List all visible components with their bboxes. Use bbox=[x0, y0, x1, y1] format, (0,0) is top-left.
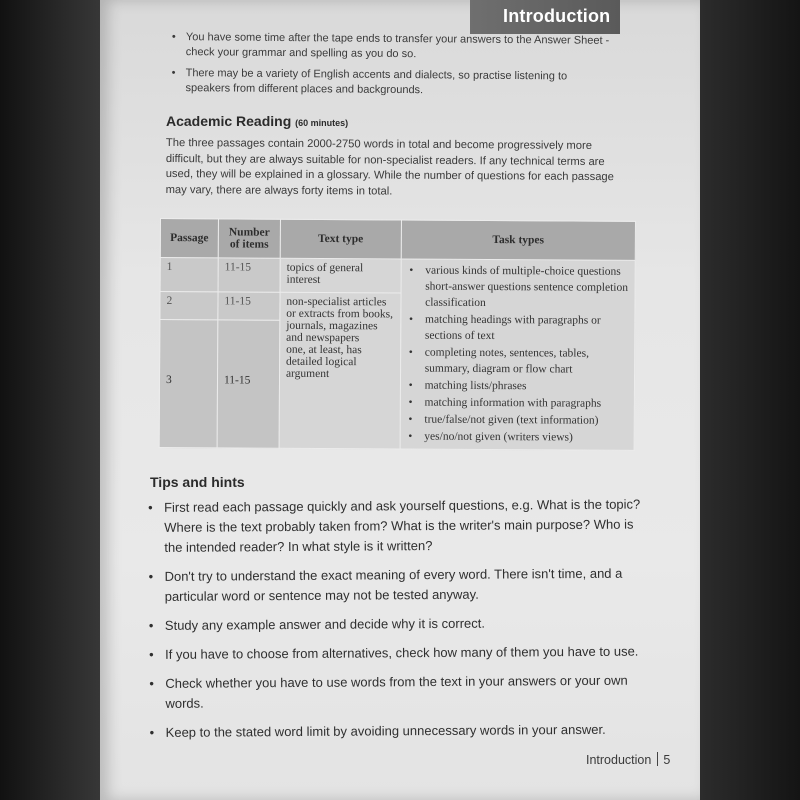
items-cell: 11-15 bbox=[218, 258, 280, 292]
header-number-of-items bbox=[218, 219, 280, 258]
task-type-text: matching information with paragraphs bbox=[424, 396, 602, 410]
section-heading bbox=[166, 113, 348, 129]
bullet-icon: • bbox=[408, 413, 413, 426]
passage-cell: 3 bbox=[159, 320, 218, 448]
header-task-types: Task types bbox=[401, 220, 636, 260]
list-item bbox=[149, 671, 649, 714]
text-type-3: one, at least, has detailed logical argument bbox=[285, 343, 362, 381]
tip-text: Keep to the stated word limit by avoiding unnecessary words in your answer. bbox=[165, 721, 606, 740]
bullet-icon: • bbox=[148, 617, 154, 633]
list-item bbox=[407, 378, 628, 395]
tip-text: If you have to choose from alternatives, check how many of them you have to use. bbox=[165, 643, 639, 662]
bullet-icon: • bbox=[149, 646, 154, 662]
page-number: 5 bbox=[663, 753, 671, 767]
task-type-text: completing notes, sentences, tables, summary, diagram or flow chart bbox=[424, 346, 590, 376]
passage-cell: 1 bbox=[160, 258, 218, 292]
list-item bbox=[169, 66, 609, 100]
section-title: Academic Reading bbox=[166, 113, 292, 129]
bullet-icon: • bbox=[408, 396, 413, 409]
bullet-text: You have some time after the tape ends to transfer your answers to the Answer Sheet - check your grammar and spelling as you do so. bbox=[185, 31, 610, 61]
items-cell: 11-15 bbox=[217, 320, 280, 448]
bullet-icon: • bbox=[408, 313, 414, 326]
text-type-cell: topics of general interest bbox=[280, 258, 401, 293]
task-type-text: true/false/not given (text information) bbox=[424, 413, 599, 427]
task-type-text: matching lists/phrases bbox=[424, 379, 527, 393]
reading-task-table bbox=[159, 218, 636, 451]
book-left-edge bbox=[0, 0, 108, 800]
book-right-edge bbox=[700, 0, 800, 800]
tip-text: Check whether you have to use words from the text in your answers or your own words. bbox=[165, 672, 628, 711]
tips-heading: Tips and hints bbox=[150, 474, 245, 490]
task-type-list bbox=[406, 263, 628, 446]
tip-text: First read each passage quickly and ask yourself questions, e.g. What is the topic? Where is the text probably taken from? What is the writer's main purpose? Who is the intended reader? In what style is it written? bbox=[164, 496, 641, 555]
task-type-text: yes/no/not given (writers views) bbox=[424, 430, 573, 444]
tip-text: Study any example answer and decide why it is correct. bbox=[164, 615, 486, 633]
page-footer bbox=[586, 752, 670, 767]
page-header-title: Introduction bbox=[503, 6, 611, 26]
list-item bbox=[148, 495, 648, 558]
bullet-icon: • bbox=[171, 31, 176, 44]
bullet-icon: • bbox=[408, 430, 413, 443]
list-item bbox=[150, 720, 650, 743]
list-item bbox=[170, 30, 610, 64]
task-type-text: matching headings with paragraphs or sections of text bbox=[424, 313, 601, 343]
bullet-icon: • bbox=[171, 67, 176, 80]
list-item bbox=[406, 429, 627, 446]
bullet-icon: • bbox=[408, 379, 413, 392]
header-text-type: Text type bbox=[280, 219, 401, 259]
section-intro-paragraph: The three passages contain 2000-2750 words in total and become progressively more difficult, but they are always suitable for non-specialist readers. If any technical terms are used, they will be explained in a glossary. While the number of questions for each passage may vary, there are always forty items in total. bbox=[165, 136, 614, 198]
task-types-cell bbox=[400, 259, 636, 450]
bullet-icon: • bbox=[148, 568, 154, 584]
list-item bbox=[406, 412, 627, 429]
list-item bbox=[406, 395, 627, 412]
bullet-icon: • bbox=[148, 499, 153, 515]
list-item bbox=[407, 263, 629, 312]
header-number-line2: of items bbox=[229, 238, 269, 251]
bullet-icon: • bbox=[409, 264, 414, 277]
items-cell: 11-15 bbox=[218, 292, 280, 320]
header-passage: Passage bbox=[160, 219, 218, 258]
bullet-text: There may be a variety of English accents and dialects, so practise listening to speakers from different places and backgrounds. bbox=[185, 67, 568, 97]
bullet-icon: • bbox=[149, 724, 155, 740]
list-item bbox=[407, 345, 629, 378]
tip-text: Don't try to understand the exact meaning of every word. There isn't time, and a particular word or sentence may not be tested anyway. bbox=[164, 565, 623, 604]
text-type-cell bbox=[279, 292, 401, 449]
table-header-row bbox=[160, 219, 635, 261]
top-bullet-list bbox=[169, 30, 610, 106]
list-item bbox=[149, 613, 649, 636]
task-type-text: various kinds of multiple-choice questions short-answer questions sentence completion classification bbox=[425, 264, 629, 309]
bullet-icon: • bbox=[149, 675, 154, 691]
bullet-icon: • bbox=[408, 346, 413, 359]
section-duration: (60 minutes) bbox=[295, 118, 349, 128]
passage-cell: 2 bbox=[160, 292, 218, 320]
tips-list bbox=[148, 495, 650, 752]
header-number-line1: Number bbox=[228, 226, 270, 239]
text-type-2: non-specialist articles or extracts from books, journals, magazines and newspapers bbox=[286, 295, 394, 345]
list-item bbox=[149, 642, 649, 665]
footer-divider bbox=[657, 752, 658, 766]
table-row bbox=[160, 258, 635, 295]
list-item bbox=[148, 564, 648, 607]
list-item bbox=[407, 312, 629, 345]
footer-label: Introduction bbox=[586, 753, 652, 767]
